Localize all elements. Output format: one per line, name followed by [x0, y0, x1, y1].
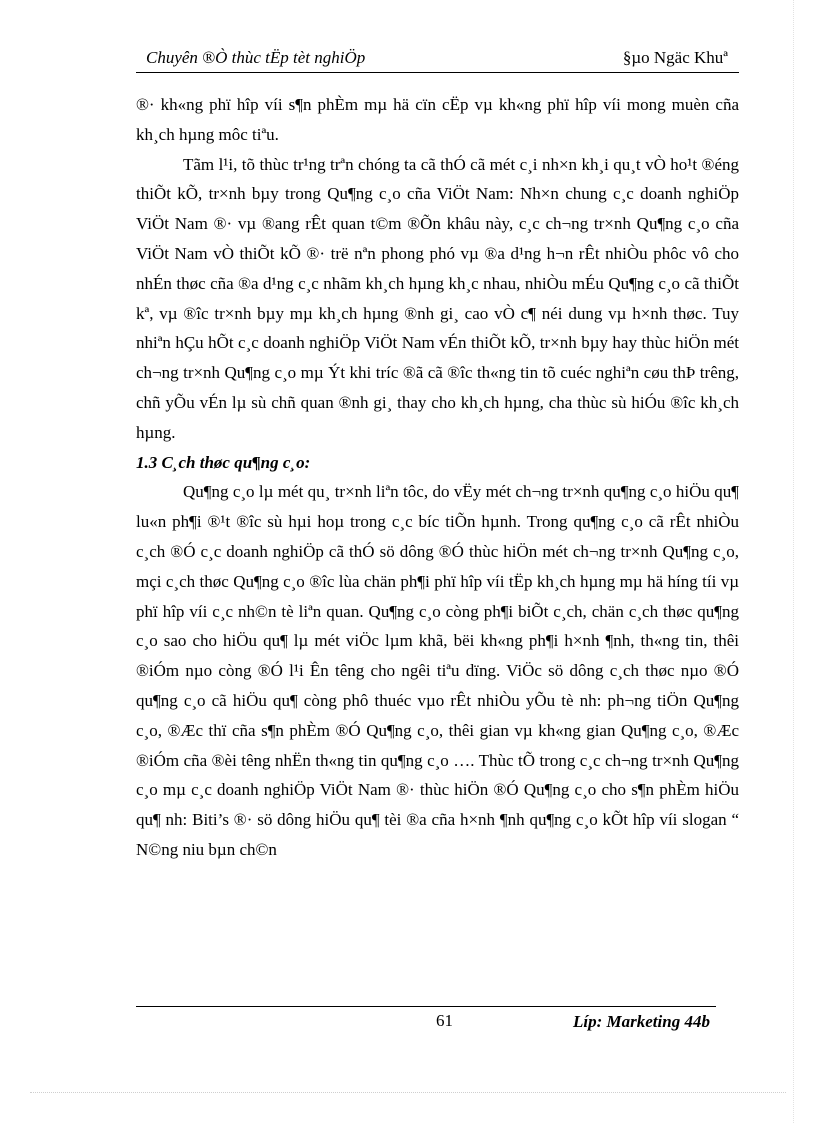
page-number: 61: [436, 1011, 453, 1030]
paragraph-2: Tãm l¹i, tõ thùc tr¹ng trªn chóng ta cã thÓ cã mét c¸i nh×n kh¸i qu¸t vÒ ho¹t ®éng thiÕt kÕ, tr×nh bµy trong Qu¶ng c¸o cña ViÖt Nam: Nh×n chung c¸c doanh nghiÖp ViÖt Nam ®· vµ ®ang rÊt quan t©m ®Õn khâu này, c¸c ch¬ng tr×nh Qu¶ng c¸o cña ViÖt Nam vÒ thiÕt kÕ ®· trë nªn phong phó vµ ®a d¹ng h¬n rÊt nhiÒu phôc vô cho nhÉn thøc cña ®a d¹ng c¸c nhãm kh¸ch hµng kh¸c nhau, nhiÒu mÉu Qu¶ng c¸o cã thiÕt kª, vµ ®îc tr×nh bµy mµ kh¸ch hµng ®nh gi¸ cao vÒ c¶ néi dung vµ h×nh thøc. Tuy nhiªn hÇu hÕt c¸c doanh nghiÖp ViÖt Nam vÉn thiÕt kÕ, tr×nh bµy hay thùc hiÖn mét ch¬ng tr×nh Qu¶ng c¸o mµ Ýt khi tríc ®ã cã ®îc th«ng tin tõ cuéc nghiªn cøu thÞ trêng, chñ yÕu vÉn lµ sù chñ quan ®nh gi¸ thay cho kh¸ch hµng, cha thùc sù hiÓu ®îc kh¸ch hµng.: [136, 154, 739, 442]
page-boundary-bottom: [30, 1092, 786, 1093]
paragraph-1: ®· kh«ng phï hîp víi s¶n phÈm mµ hä cïn cËp vµ kh«ng phï hîp víi mong muèn cña kh¸ch hµng môc tiªu.: [136, 95, 739, 144]
paragraph-3: Qu¶ng c¸o lµ mét qu¸ tr×nh liªn tôc, do vËy mét ch¬ng tr×nh qu¶ng c¸o hiÖu qu¶ lu«n ph¶i ®¹t ®îc sù hµi hoµ trong c¸c bíc tiÕn hµnh. Trong qu¶ng c¸o cã rÊt nhiÒu c¸ch ®Ó c¸c doanh nghiÖp cã thÓ sö dông ®Ó thùc hiÖn mét ch¬ng tr×nh Qu¶ng c¸o, mçi c¸ch thøc Qu¶ng c¸o ®îc lùa chän ph¶i phï hîp víi tËp kh¸ch hµng mµ hä híng tíi vµ phï hîp víi c¸c nh©n tè liªn quan. Qu¶ng c¸o còng ph¶i biÕt c¸ch, chän c¸ch thøc qu¶ng c¸o sao cho hiÖu qu¶ lµ mét viÖc lµm khã, bëi kh«ng ph¶i h×nh ¶nh, th«ng tin, thêi ®iÓm nµo còng ®Ó l¹i Ên têng cho ngêi tiªu dïng. ViÖc sö dông c¸ch thøc nµo ®Ó qu¶ng c¸o cã hiÖu qu¶ còng phô thuéc vµo rÊt nhiÒu yÕu tè nh: ph¬ng tiÖn Qu¶ng c¸o, ®Æc thï cña s¶n phÈm ®Ó Qu¶ng c¸o, thêi gian vµ kh«ng gian Qu¶ng c¸o, ®Æc ®iÓm cña ®èi têng nhËn th«ng tin qu¶ng c¸o …. Thùc tÕ trong c¸c ch¬ng tr×nh Qu¶ng c¸o mµ c¸c doanh nghiÖp ViÖt Nam ®· thùc hiÖn ®Ó Qu¶ng c¸o cho s¶n phÈm hiÖu qu¶ nh: Biti’s ®· sö dông hiÖu qu¶ tèi ®a cña h×nh ¶nh qu¶ng c¸o kÕt hîp víi slogan “ N©ng niu bµn ch©n: [136, 482, 739, 859]
section-heading: 1.3 C¸ch thøc qu¶ng c¸o:: [136, 452, 311, 472]
page-boundary-right: [793, 0, 794, 1123]
document-body: [136, 90, 739, 865]
header-author: §µo Ngäc Khuª: [622, 48, 728, 67]
footer-class-label: Líp: Marketing 44b: [573, 1012, 710, 1031]
header-divider: [136, 72, 739, 73]
header-title: Chuyên ®Ò thùc tËp tèt nghiÖp: [146, 48, 366, 67]
footer-divider: [136, 1006, 716, 1007]
